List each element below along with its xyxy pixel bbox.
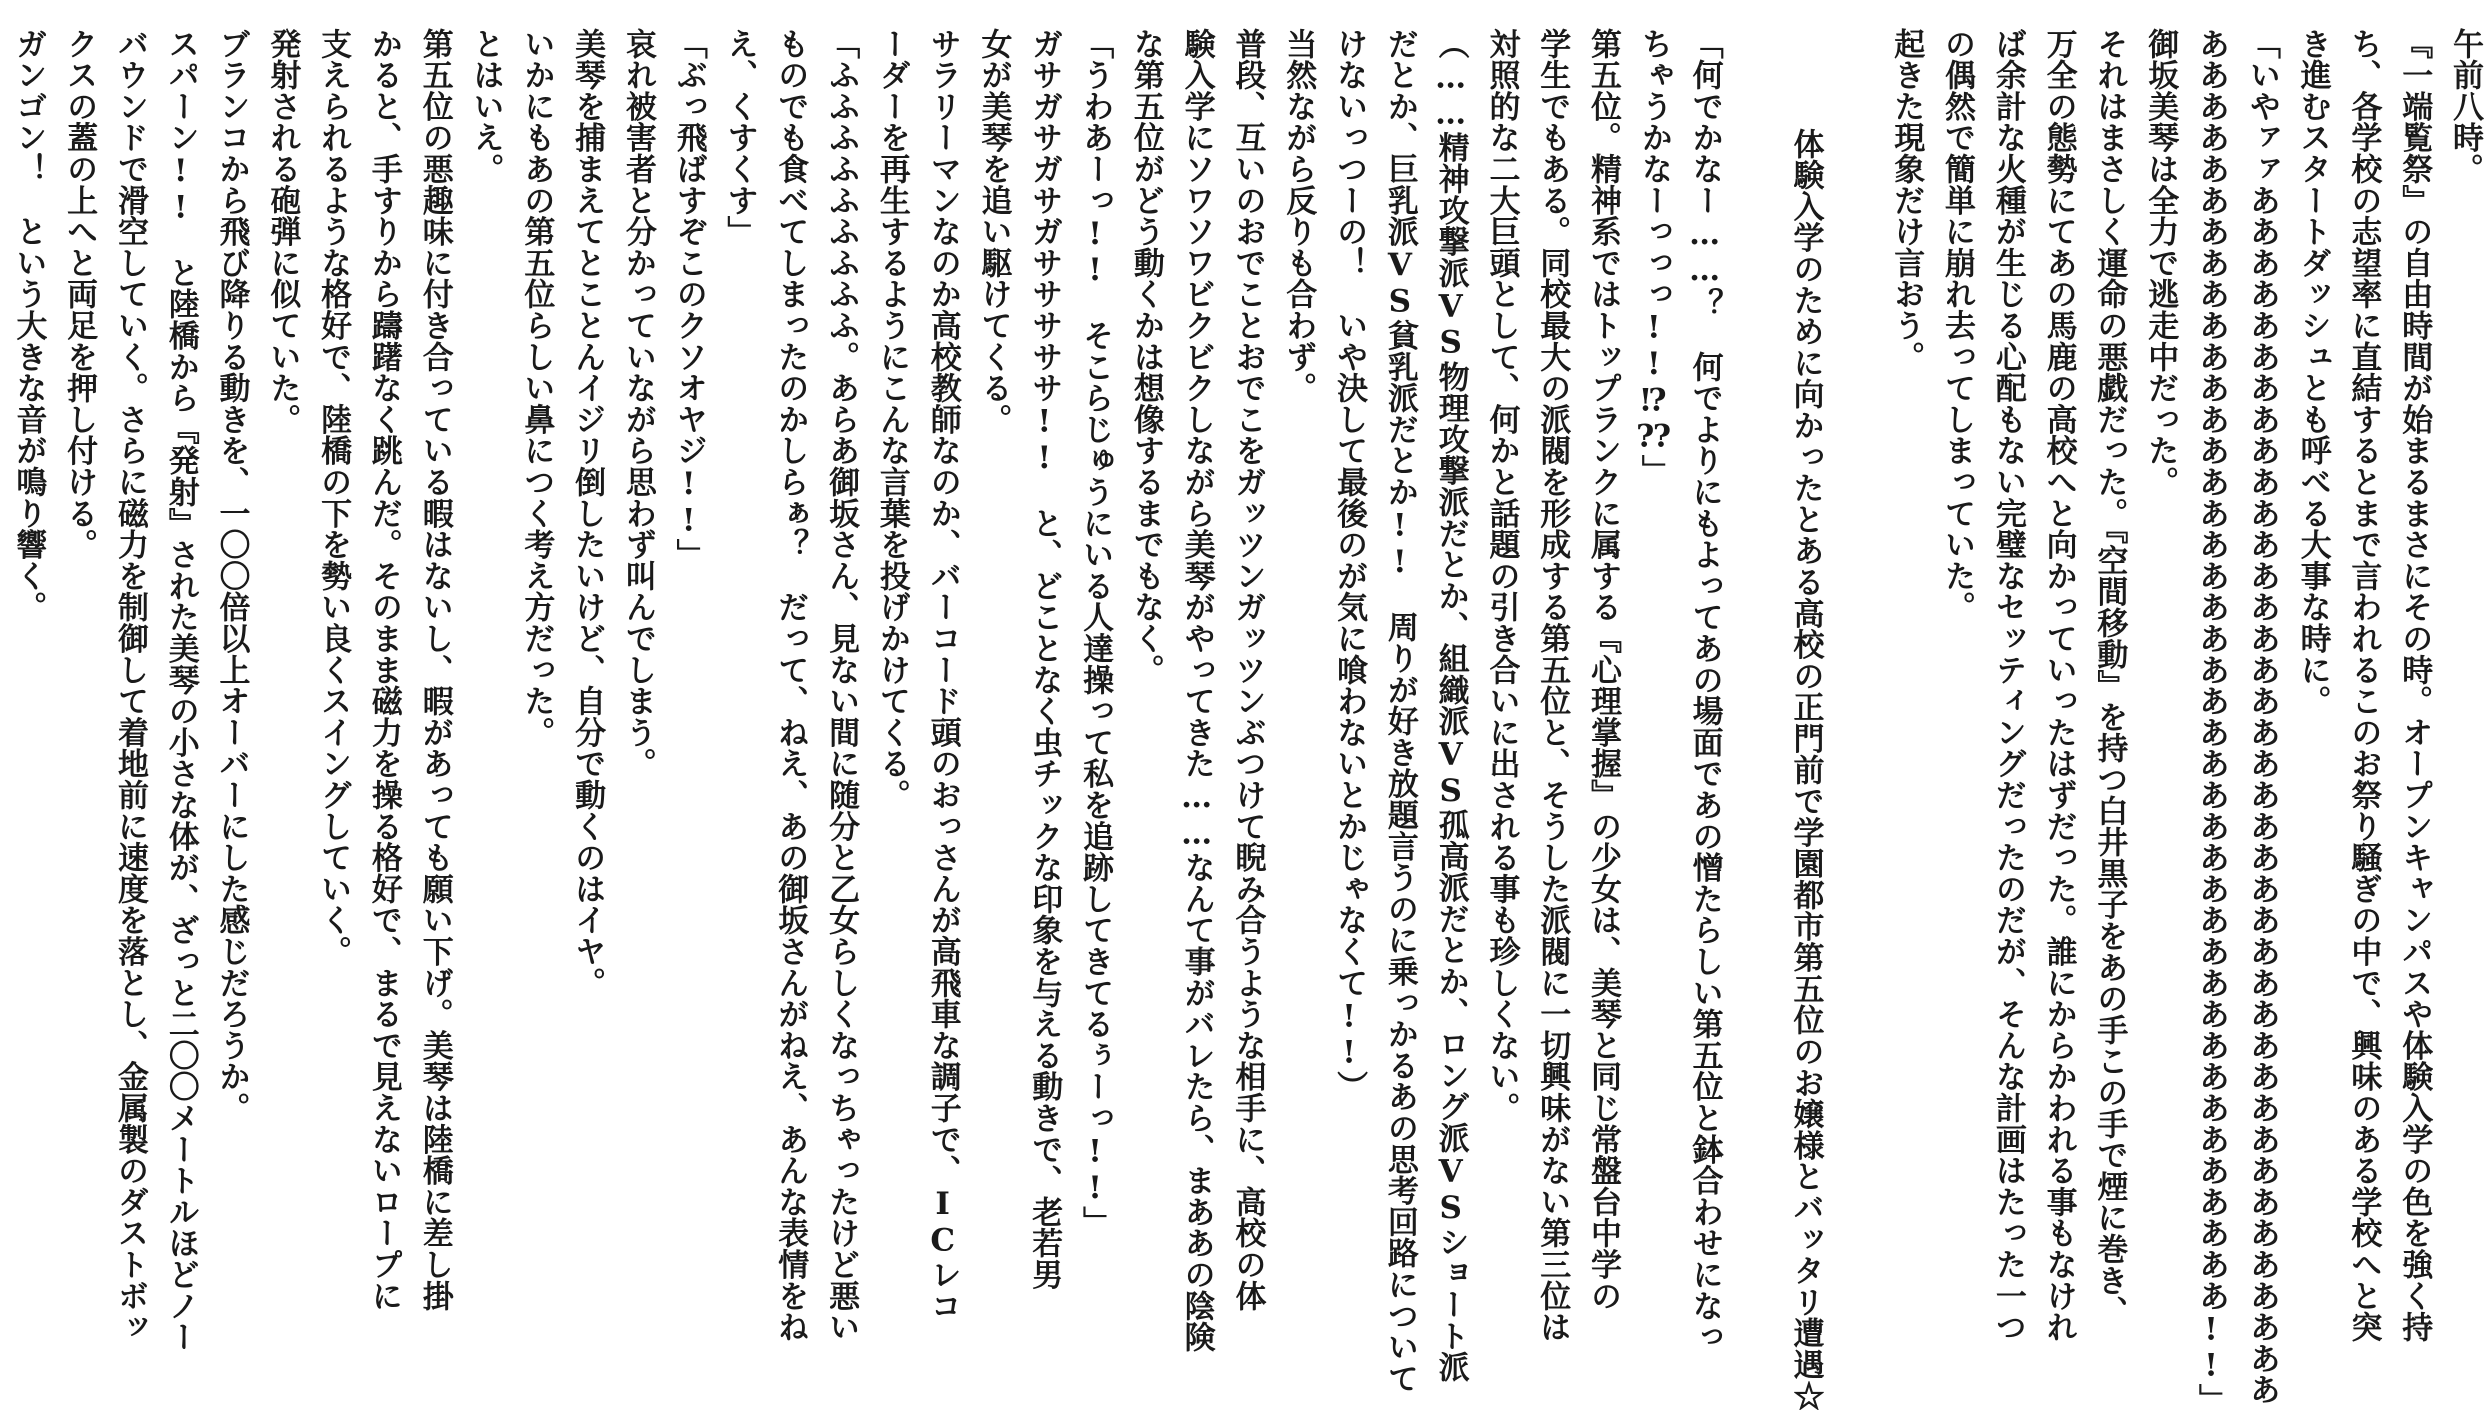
text-line: 女が美琴を追い駆けてくる。 xyxy=(975,28,1012,435)
text-line: 学生でもある。同校最大の派閥を形成する第五位と、そうした派閥に一切興味がない第三位は xyxy=(1534,28,1571,1343)
text-line: ちゃうかなーっっっ!!⁉⁇」 xyxy=(1635,28,1672,487)
text-line: 普段、互いのおでことおでこをガッツンガッツンぶつけて睨み合うような相手に、高校の体 xyxy=(1229,28,1266,1312)
text-line: ブランコから飛び降りる動きを、一〇〇倍以上オーバーにした感じだろうか。 xyxy=(213,28,250,1124)
text-line: 「何でかなー……？ 何でよりにもよってあの場面であの憎たらしい第五位と鉢合わせになっ xyxy=(1686,28,1723,1353)
text-line: 当然ながら反りも合わず。 xyxy=(1280,28,1317,404)
text-line: とはいえ。 xyxy=(467,28,504,185)
text-line: ち、各学校の志望率に直結するとまで言われるこのお祭り騒ぎの中で、興味のある学校へと突 xyxy=(2345,28,2382,1343)
text-line: 「うわあーっ!! そこらじゅうにいる人達操って私を追跡してきてるぅーっ!!」 xyxy=(1077,28,1114,1238)
text-line: え、くすくす」 xyxy=(721,28,758,248)
text-line: バウンドで滑空していく。さらに磁力を制御して着地前に速度を落とし、金属製のダストボッ xyxy=(111,28,148,1343)
text-line: 御坂美琴は全力で逃走中だった。 xyxy=(2142,28,2179,498)
text-line: けないっつーの！ いや決して最後のが気に喰わないとかじゃなくて!!） xyxy=(1331,28,1368,1103)
text-line: ガサガサガサガサササササ!! と、どことなく虫チックな印象を与える動きで、老若男 xyxy=(1026,28,1063,1290)
text-line: き進むスタートダッシュとも呼べる大事な時に。 xyxy=(2294,28,2331,717)
text-line: 発射される砲弾に似ていた。 xyxy=(264,28,301,435)
text-line: ば余計な火種が生じる心配もない完璧なセッティングだったのだが、そんな計画はたった一つ xyxy=(1989,28,2026,1343)
text-line: だとか、巨乳派VS貧乳派だとか!! 周りが好き放題言うのに乗っかるあの思考回路について xyxy=(1381,28,1418,1394)
text-line: 「ふふふふふふふふふ。あらあ御坂さん、見ない間に随分と乙女らしくなっちゃったけど悪い xyxy=(823,28,860,1343)
text-line: 万全の態勢にてあの馬鹿の高校へと向かっていったはずだった。誰にからかわれる事もなけれ xyxy=(2040,28,2077,1343)
text-line: かると、手すりから躊躇なく跳んだ。そのまま磁力を操る格好で、まるで見えないロープに xyxy=(365,28,402,1312)
text-line: 午前八時。 xyxy=(2447,28,2483,185)
text-line: サラリーマンなのか高校教師なのか、バーコード頭のおっさんが高飛車な調子で、ICレコ xyxy=(924,28,961,1322)
text-line xyxy=(0,28,3,1200)
text-line: 験入学にソワソワビクビクしながら美琴がやってきた……なんて事がバレたら、まああの陰険 xyxy=(1178,28,1215,1353)
text-line: 「ぶっ飛ばすぞこのクソオヤジ!!」 xyxy=(670,28,707,571)
text-line: 「いやァァあああああああああああああああああああああああああああああああああああああああ xyxy=(2243,28,2280,1406)
text-line: ものでも食べてしまったのかしらぁ？ だって、ねえ、あの御坂さんがねえ、あんな表情をね xyxy=(772,28,809,1343)
blank-line xyxy=(1730,28,1780,1200)
text-line: ガンゴン！ という大きな音が鳴り響く。 xyxy=(10,28,47,623)
text-line: いかにもあの第五位らしい鼻につく考え方だった。 xyxy=(518,28,555,748)
text-line: 第五位。精神系ではトップランクに属する『心理掌握』の少女は、美琴と同じ常盤台中学の xyxy=(1585,28,1622,1312)
text-line: クスの蓋の上へと両足を押し付ける。 xyxy=(61,28,98,561)
blank-line xyxy=(1830,28,1880,1200)
text-line: 『一端覧祭』の自由時間が始まるまさにその時。オープンキャンパスや体験入学の色を強く持 xyxy=(2396,28,2433,1343)
text-line: 支えられるような格好で、陸橋の下を勢い良くスイングしていく。 xyxy=(315,28,352,967)
text-line: あああああああああああああああああああああああああああああああああああああああああ!!」 xyxy=(2193,28,2230,1415)
text-line: 対照的な二大巨頭として、何かと話題の引き合いに出される事も珍しくない。 xyxy=(1483,28,1520,1124)
text-line: 美琴を捕まえてとことんイジリ倒したいけど、自分で動くのはイヤ。 xyxy=(569,28,606,999)
text-line: （……精神攻撃派VS物理攻撃派だとか、組織派VS孤高派だとか、ロング派VSショート派 xyxy=(1432,28,1469,1383)
scene-heading: 体験入学のために向かったとある高校の正門前で学園都市第五位のお嬢様とバッタリ遭遇☆ xyxy=(1787,128,1824,1412)
text-line: 第五位の悪趣味に付き合っている暇はないし、暇があっても願い下げ。美琴は陸橋に差し掛 xyxy=(416,28,453,1312)
text-line: 哀れ被害者と分かっていながら思わず叫んでしまう。 xyxy=(619,28,656,780)
text-line: スパーン!! と陸橋から『発射』された美琴の小さな体が、ざっと二〇〇メートルほどノー xyxy=(162,28,199,1353)
text-line: な第五位がどう動くかは想像するまでもなく。 xyxy=(1127,28,1164,686)
text-line: 起きた現象だけ言おう。 xyxy=(1888,28,1925,373)
text-line: の偶然で簡単に崩れ去ってしまっていた。 xyxy=(1939,28,1976,623)
text-line: ーダーを再生するようにこんな言葉を投げかけてくる。 xyxy=(873,28,910,811)
text-line: それはまさしく運命の悪戯だった。『空間移動』を持つ白井黒子をあの手この手で煙に巻き、 xyxy=(2091,28,2128,1328)
